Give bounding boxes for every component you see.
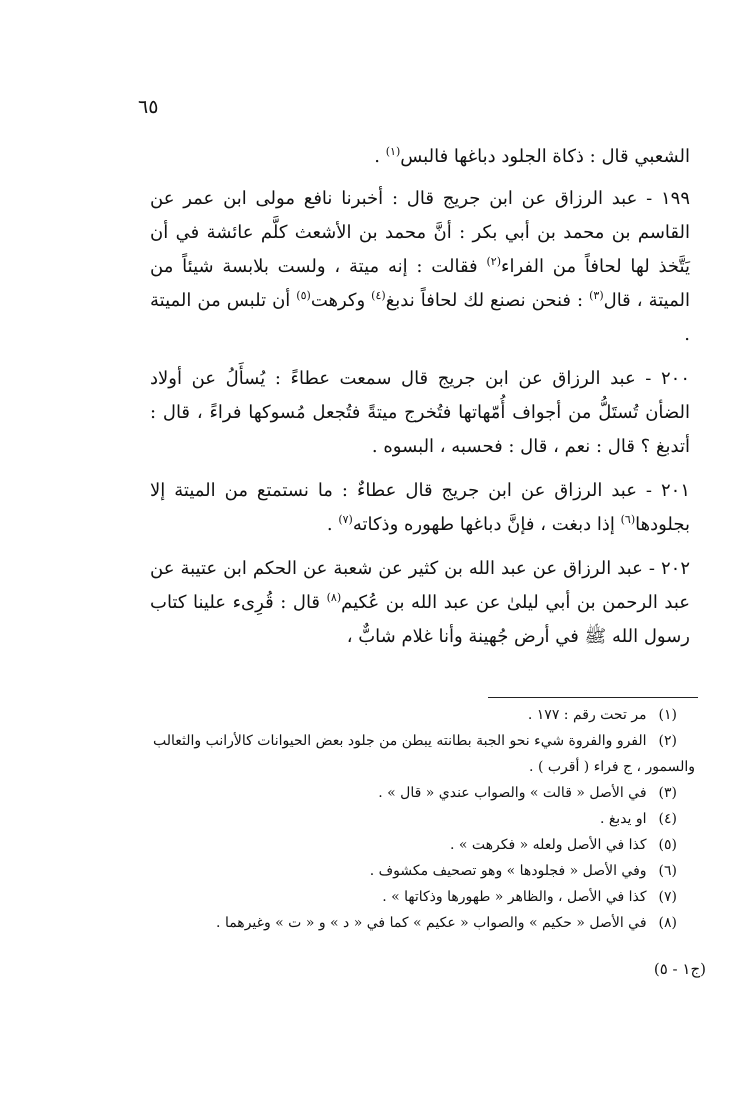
footnote-2: (٢) الفرو والفروة شيء نحو الجبة بطانته يبطن من جلود بعض الحيوانات كالأرانب والثعالب والسمور ، ج فراء ( أقرب ) . (153, 733, 695, 775)
ref-3: (٣) (589, 289, 604, 302)
ref-6: (٦) (620, 513, 636, 526)
paragraph-200: ٢٠٠ - عبد الرزاق عن ابن جريج قال سمعت عطاءً : يُسأَلُ عن أولاد الضأن تُستَلُّ من أجواف أُمّهاتها فتُخرج ميتةً فتُجعل مُسوكها فراءً ، قال : أتدبغ ؟ قال : نعم ، قال : فحسبه ، البسوه . (150, 368, 690, 457)
ref-8: (٨) (326, 591, 342, 604)
footnote-7: (٧) كذا في الأصل ، والظاهر « طهورها وذكاتها » . (382, 889, 677, 905)
footnote-divider (488, 697, 698, 698)
footnote-8: (٨) في الأصل « حكيم » والصواب « عكيم » كما في « د » و « ت » وغيرهما . (216, 915, 677, 931)
footnote-4: (٤) او يدبغ . (599, 811, 677, 827)
paragraph-202: ٢٠٢ - عبد الرزاق عن عبد الله بن كثير عن شعبة عن الحكم ابن عتيبة عن عبد الرحمن بن أبي ليلىٰ عن عبد الله بن عُكيم$^{(٨)}$ قال : قُرِىء علينا كتاب رسول الله ﷺ في أرض جُهينة وأنا غلام شابٌّ ، (150, 558, 691, 647)
ref-2: (٢) (486, 255, 501, 268)
paragraph-201-text: ٢٠١ - عبد الرزاق عن ابن جريج قال عطاءٌ : ما نستمتع من الميتة إلا بجلودها (150, 480, 690, 535)
paragraph-199: ١٩٩ - عبد الرزاق عن ابن جريج قال : أخبرنا نافع مولى ابن عمر عن القاسم بن محمد بن أبي بكر : أنَّ محمد بن الأشعث كلَّم عائشة في أن يَتَّخذ لها لحافاً من الفراء$^{(٢)}$ فقالت : إنه ميتة ، ولست بلابسة شيئاً من الميتة ، قال$^{(٣)}$ : فنحن نصنع لك لحافاً ندبغ$^{(٤)}$ وكرهت$^{(٥)}$ أن تلبس من الميتة . (150, 188, 691, 345)
ref-1: (١) (385, 145, 401, 158)
footnote-1: (١) مر تحت رقم : ١٧٧ . (527, 707, 677, 723)
ref-5: (٥) (296, 289, 311, 302)
page-number: ٦٥ (138, 96, 159, 118)
paragraph-201: ٢٠١ - عبد الرزاق عن ابن جريج قال عطاءٌ : ما نستمتع من الميتة إلا بجلودها$^{(٦)}$ إذا دبغت ، فإنَّ دباغها طهوره وذكاته$^{(٧)}$ . (150, 480, 690, 535)
paragraph-202-text: ٢٠٢ - عبد الرزاق عن عبد الله بن كثير عن شعبة عن الحكم ابن عتيبة عن عبد الرحمن بن أبي ليلىٰ عن عبد الله بن عُكيم (150, 558, 691, 613)
volume-signature: (ج١ - ٥) (653, 960, 706, 978)
body-text (150, 140, 690, 664)
ref-7: (٧) (338, 513, 353, 526)
ref-4: (٤) (371, 289, 386, 302)
footnotes (150, 702, 695, 936)
paragraph-1: الشعبي قال : ذكاة الجلود دباغها فالبس$^{(١)}$ . (374, 145, 690, 167)
footnote-5: (٥) كذا في الأصل ولعله « فكرهت » . (449, 837, 677, 853)
paragraph-199-text: ١٩٩ - عبد الرزاق عن ابن جريج قال : أخبرنا نافع مولى ابن عمر عن القاسم بن محمد بن أبي بكر : أنَّ محمد بن الأشعث كلَّم عائشة في أن يَتَّخذ لها لحافاً من الفراء (150, 188, 691, 277)
footnote-6: (٦) وفي الأصل « فجلودها » وهو تصحيف مكشوف . (369, 863, 677, 879)
footnote-3: (٣) في الأصل « قالت » والصواب عندي « قال » . (378, 785, 677, 801)
paragraph-1-text: الشعبي قال : ذكاة الجلود دباغها فالبس (400, 146, 690, 167)
